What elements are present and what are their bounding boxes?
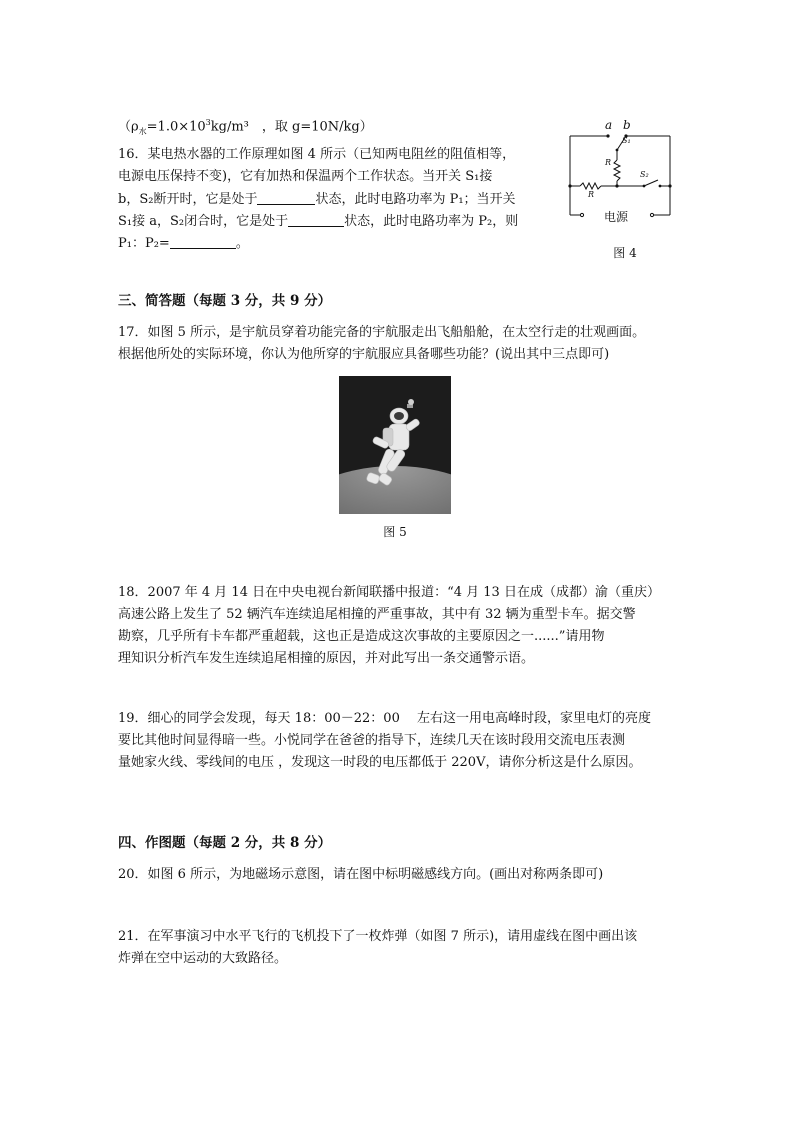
rho-sup: 3 xyxy=(205,118,211,127)
label-s1: S₁ xyxy=(622,136,631,145)
q16-line1: 16．某电热水器的工作原理如图 4 所示（已知两电阻丝的阻值相等， xyxy=(118,147,516,162)
q18-line4: 理知识分析汽车发生连续追尾相撞的原因，并对此写出一条交通警示语。 xyxy=(118,651,535,666)
q18-line1: 18．2007 年 4 月 14 日在中央电视台新闻联播中报道：“4 月 13 日在成（成都）渝（重庆） xyxy=(118,585,660,600)
q19-line1: 19．细心的同学会发现，每天 18：00－22：00 左右这一用电高峰时段，家里电灯的亮度 xyxy=(118,711,651,726)
q17-line2: 根据他所处的实际环境，你认为他所穿的宇航服应具备哪些功能？(说出其中三点即可) xyxy=(118,347,610,362)
rho-sub: 水 xyxy=(138,126,147,136)
figure-4-caption: 图 4 xyxy=(613,246,637,260)
rho-prefix: （ρ xyxy=(118,119,139,135)
q16-line5 xyxy=(118,234,548,253)
q16-line4 xyxy=(118,212,548,231)
answer-blank-1[interactable] xyxy=(257,190,315,205)
q18-line3: 勘察，几乎所有卡车都严重超载，这也正是造成这次事故的主要原因之一......”请用物 xyxy=(118,629,605,644)
rho-mid: =1.0×10 xyxy=(146,119,206,135)
q16-line5b: 。 xyxy=(235,236,249,251)
figure-5-caption: 图 5 xyxy=(383,525,407,539)
q16-line3 xyxy=(118,190,548,209)
astronaut-image xyxy=(339,376,451,514)
answer-blank-3[interactable] xyxy=(170,234,236,249)
power-source-label: 电源 xyxy=(604,210,629,224)
q19-line3: 量她家火线、零线间的电压 ，发现这一时段的电压都低于 220V，请你分析这是什么原因。 xyxy=(118,755,642,770)
label-r-horizontal: R xyxy=(588,190,595,199)
q16-line4a: S₁接 a，S₂闭合时，它是处于 xyxy=(118,214,289,229)
q17-line1: 17．如图 5 所示，是宇航员穿着功能完备的宇航服走出飞船船舱，在太空行走的壮观画面。 xyxy=(118,325,646,340)
label-r-vertical: R xyxy=(605,158,612,167)
q16-line3a: b，S₂断开时，它是处于 xyxy=(118,192,258,207)
answer-blank-2[interactable] xyxy=(288,212,344,227)
figure-5-astronaut-photo xyxy=(339,376,451,514)
rho-suffix: kg/m³ ，取 g=10N/kg） xyxy=(210,119,373,135)
q21-line2: 炸弹在空中运动的大致路径。 xyxy=(118,951,288,966)
section-4-heading: 四、作图题（每题 2 分，共 8 分） xyxy=(118,835,332,851)
figure-4-circuit xyxy=(560,118,680,243)
q21-line1: 21．在军事演习中水平飞行的飞机投下了一枚炸弹（如图 7 所示)，请用虚线在图中画出该 xyxy=(118,929,638,944)
q16-line2: 电源电压保持不变)，它有加热和保温两个工作状态。当开关 S₁接 xyxy=(118,169,493,184)
q20-text: 20．如图 6 所示，为地磁场示意图，请在图中标明磁感线方向。(画出对称两条即可) xyxy=(118,867,604,882)
q16-line3b: 状态，此时电路功率为 P₁；当开关 xyxy=(315,192,516,207)
label-a: a xyxy=(605,118,613,132)
label-b: b xyxy=(623,118,631,132)
q16-line4b: 状态，此时电路功率为 P₂，则 xyxy=(344,214,519,229)
label-s2: S₂ xyxy=(640,170,649,179)
section-3-heading: 三、简答题（每题 3 分，共 9 分） xyxy=(118,293,332,309)
q18-line2: 高速公路上发生了 52 辆汽车连续追尾相撞的严重事故，其中有 32 辆为重型卡车。据交警 xyxy=(118,607,636,622)
q16-line5a: P₁：P₂= xyxy=(118,236,170,251)
q19-line2: 要比其他时间显得暗一些。小悦同学在爸爸的指导下，连续几天在该时段用交流电压表测 xyxy=(118,733,626,748)
